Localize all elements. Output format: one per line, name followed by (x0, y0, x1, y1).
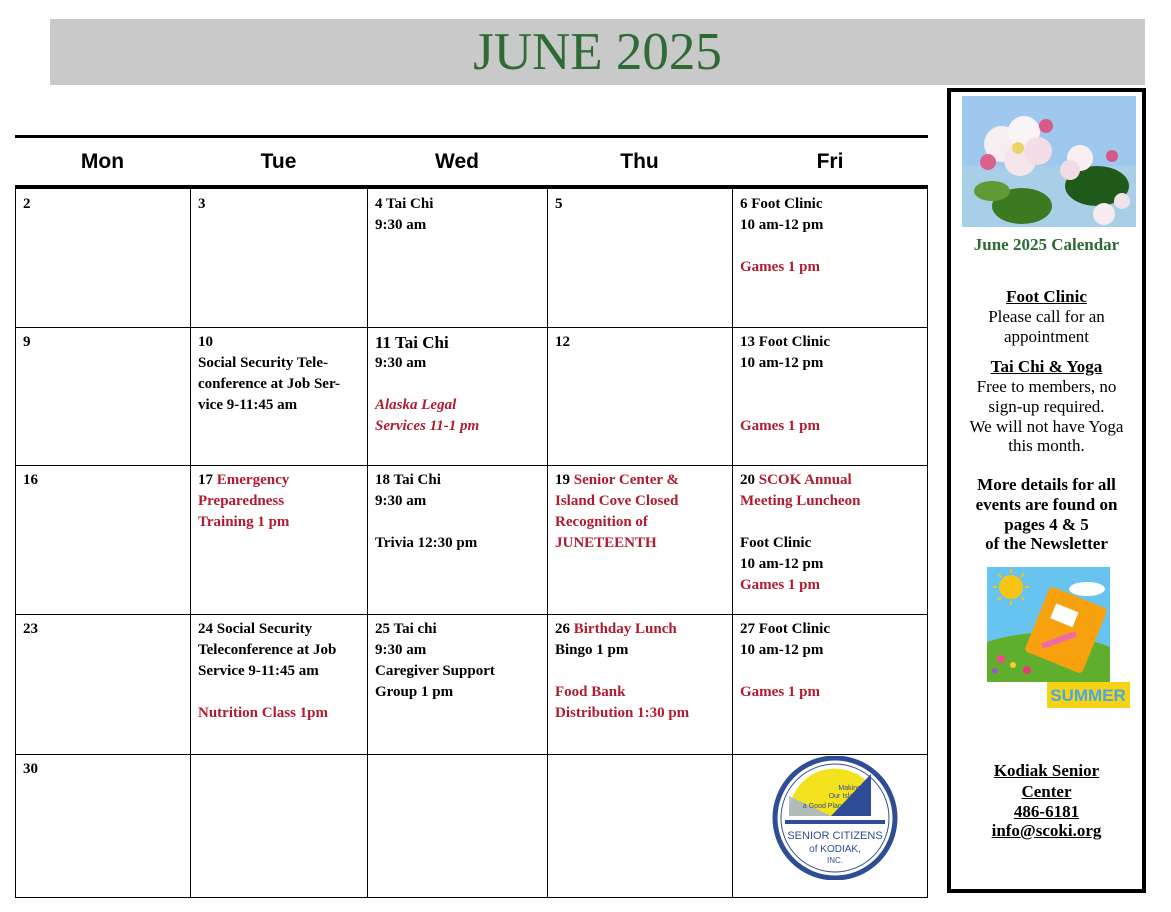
org-phone: 486-6181 (1013, 802, 1080, 821)
cell-spacer (740, 395, 920, 416)
cell-event-line: Service 9-11:45 am (198, 663, 319, 679)
foot-clinic-line-1: Please call for an (988, 307, 1105, 326)
page-title: JUNE 2025 (473, 23, 722, 81)
details-line-4: of the Newsletter (985, 534, 1108, 553)
cell-event-line (555, 470, 724, 491)
day-cell-tue (190, 465, 367, 614)
cell-event-line: Preparedness (198, 493, 285, 509)
cell-event-line: Games 1 pm (740, 577, 820, 593)
day-cell-fri (732, 189, 928, 327)
date-number: 30 (23, 761, 38, 777)
date-number: 13 Foot Clinic (740, 334, 830, 350)
org-name-line-1: Kodiak Senior (993, 761, 1100, 780)
cell-spacer (740, 661, 920, 682)
day-cell-wed (367, 189, 547, 327)
day-cell-wed (367, 327, 547, 465)
day-cell-wed (367, 614, 547, 754)
date-number: 26 (555, 621, 570, 637)
taichi-line-2: sign-up required. (988, 397, 1105, 416)
event-title: Emergency (216, 472, 290, 488)
day-cell-mon (15, 754, 190, 897)
date-number: 10 (198, 334, 213, 350)
grid-line (15, 897, 928, 898)
cell-spacer (740, 236, 920, 257)
date-number: 2 (23, 196, 31, 212)
cell-event-line: Caregiver Support (375, 663, 495, 679)
cell-event-line: 9:30 am (375, 217, 427, 233)
date-number: 25 Tai chi (375, 621, 437, 637)
date-number: 19 (555, 472, 570, 488)
cell-event-line: 9:30 am (375, 493, 427, 509)
cell-event-line (555, 619, 724, 640)
date-number: 23 (23, 621, 38, 637)
details-line-1: More details for all (977, 475, 1116, 494)
day-cell-tue (190, 327, 367, 465)
summer-notebook-image (987, 567, 1131, 711)
day-header-wed: Wed (435, 150, 479, 173)
cell-event-line: Foot Clinic (740, 535, 812, 551)
cell-event-line: conference at Job Ser- (198, 376, 341, 392)
day-cell-mon (15, 614, 190, 754)
details-line-2: events are found on (975, 495, 1118, 514)
cell-event-line: vice 9-11:45 am (198, 397, 298, 413)
sidebar (947, 88, 1146, 893)
cell-event-line: 10 am-12 pm (740, 642, 824, 658)
apple-blossom-image (962, 96, 1136, 227)
cell-event-line: 10 am-12 pm (740, 217, 824, 233)
day-header-tue: Tue (260, 150, 297, 173)
cell-spacer (740, 374, 920, 395)
title-bar (50, 19, 1145, 85)
event-title: SCOK Annual (758, 472, 852, 488)
day-cell-tue (190, 189, 367, 327)
cell-event-line: Meeting Luncheon (740, 493, 861, 509)
day-cell-thu (547, 614, 732, 754)
details-line-3: pages 4 & 5 (1004, 515, 1089, 534)
date-number: 20 (740, 472, 755, 488)
day-cell-mon (15, 327, 190, 465)
cell-event-line: JUNETEENTH (555, 535, 657, 551)
cell-event-line: 10 am-12 pm (740, 355, 824, 371)
day-cell-wed (367, 754, 547, 897)
day-cell-thu (547, 465, 732, 614)
cell-event-line: Trivia 12:30 pm (375, 535, 478, 551)
day-cell-thu (547, 189, 732, 327)
cell-event-line (740, 470, 920, 491)
cell-event-line: Distribution 1:30 pm (555, 705, 690, 721)
day-cell-tue (190, 614, 367, 754)
cell-event-line: Teleconference at Job (198, 642, 337, 658)
day-cell-thu (547, 327, 732, 465)
cell-event-line: Food Bank (555, 684, 626, 700)
cell-spacer (198, 682, 359, 703)
date-number: 24 Social Security (198, 621, 313, 637)
cell-event-line: Alaska Legal (375, 397, 457, 413)
event-title: Senior Center & (573, 472, 680, 488)
day-cell-mon (15, 465, 190, 614)
cell-event-line: Recognition of (555, 514, 648, 530)
day-cell-mon (15, 189, 190, 327)
summer-label: SUMMER (1050, 686, 1126, 705)
logo-name-2: of KODIAK, (809, 844, 861, 855)
sidebar-calendar-title: June 2025 Calendar (973, 235, 1120, 254)
cell-spacer (555, 661, 724, 682)
taichi-line-3: We will not have Yoga (969, 417, 1124, 436)
logo-tagline-2: Our Island (828, 793, 861, 800)
date-number: 12 (555, 334, 570, 350)
date-number: 11 Tai Chi (375, 333, 449, 352)
cell-event-line: 9:30 am (375, 642, 427, 658)
day-cell-fri (732, 465, 928, 614)
logo-name-3: INC. (827, 856, 843, 865)
logo-tagline-3: a Good Place to Age (802, 803, 868, 810)
org-email[interactable]: info@scoki.org (991, 821, 1102, 840)
day-cell-wed (367, 465, 547, 614)
day-cell-thu (547, 754, 732, 897)
foot-clinic-heading: Foot Clinic (1006, 287, 1087, 306)
cell-event-line: Nutrition Class 1pm (198, 705, 329, 721)
day-cell-fri (732, 327, 928, 465)
cell-event-line: Group 1 pm (375, 684, 454, 700)
foot-clinic-line-2: appointment (1004, 327, 1089, 346)
date-number: 9 (23, 334, 31, 350)
senior-citizens-logo (771, 756, 899, 880)
org-name-line-2: Center (1021, 782, 1072, 801)
cell-event-line: Social Security Tele- (198, 355, 328, 371)
taichi-line-1: Free to members, no (976, 377, 1117, 396)
day-header-thu: Thu (620, 150, 659, 173)
date-number: 18 Tai Chi (375, 472, 441, 488)
cell-event-line: Training 1 pm (198, 514, 290, 530)
cell-event-line: Bingo 1 pm (555, 642, 629, 658)
logo-name-1: SENIOR CITIZENS (787, 830, 883, 842)
date-number: 4 Tai Chi (375, 196, 434, 212)
cell-event-line: Games 1 pm (740, 259, 820, 275)
taichi-line-4: this month. (1008, 436, 1085, 455)
cell-event-line: Games 1 pm (740, 684, 820, 700)
day-header-mon: Mon (80, 150, 125, 173)
day-cell-tue (190, 754, 367, 897)
cell-event-line: 10 am-12 pm (740, 556, 824, 572)
day-header-fri: Fri (816, 150, 844, 173)
date-number: 17 (198, 472, 213, 488)
logo-tagline-1: Making (838, 785, 861, 792)
event-title: Birthday Lunch (573, 621, 677, 637)
date-number: 5 (555, 196, 563, 212)
date-number: 6 Foot Clinic (740, 196, 823, 212)
date-number: 3 (198, 196, 206, 212)
cell-event-line: Games 1 pm (740, 418, 820, 434)
cell-event-line: Island Cove Closed (555, 493, 679, 509)
date-number: 16 (23, 472, 38, 488)
cell-event-line: 9:30 am (375, 355, 427, 371)
cell-event-line: Services 11-1 pm (375, 418, 480, 434)
cell-spacer (740, 512, 920, 533)
cell-spacer (375, 374, 539, 395)
cell-spacer (375, 512, 539, 533)
taichi-heading: Tai Chi & Yoga (990, 357, 1103, 376)
cell-event-line (198, 470, 359, 491)
day-cell-fri (732, 614, 928, 754)
date-number: 27 Foot Clinic (740, 621, 830, 637)
